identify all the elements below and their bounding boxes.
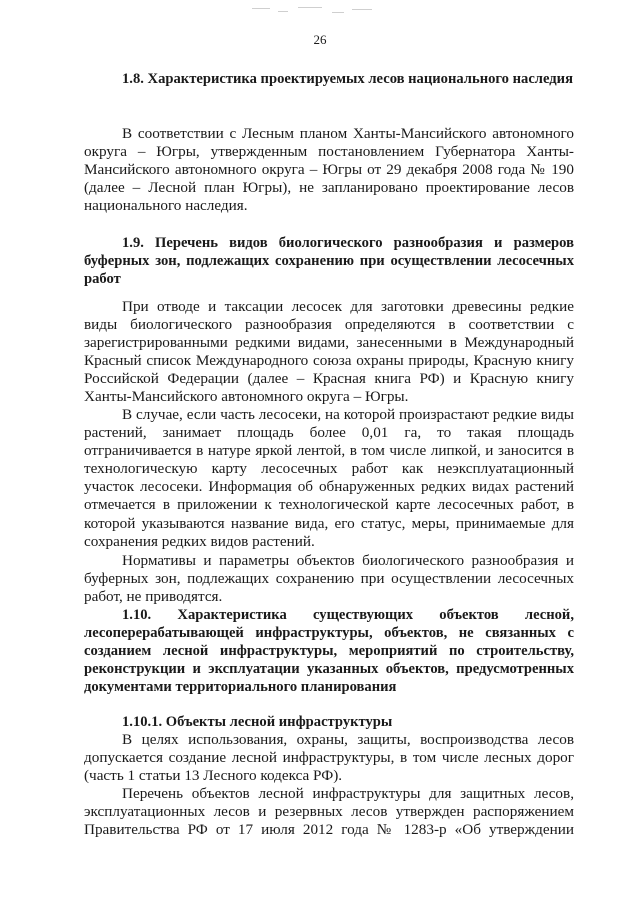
section-1-10-heading: 1.10. Характеристика существующих объектов лесной, лесоперерабатывающей инфраструктуры, объектов, не связанных с созданием лесной инфраструктуры, мероприятий по строительству, реконструкции и эксплуатации указанных объектов, предусмотренных документами территориального планирования <box>84 607 574 696</box>
scan-artifact <box>248 6 398 16</box>
section-1-8-paragraph: В соответствии с Лесным планом Ханты-Мансийского автономного округа – Югры, утвержденным постановлением Губернатора Ханты-Мансийского автономного округа – Югры от 29 декабря 2008 года № 190 (далее – Лесной план Югры), не запланировано проектирование лесов национального наследия. <box>84 125 574 215</box>
section-1-10-1-paragraph-2: Перечень объектов лесной инфраструктуры для защитных лесов, эксплуатационных лесов и резервных лесов утвержден распоряжением Правительства РФ от 17 июля 2012 года № 1283-р «Об утверждении <box>84 785 574 839</box>
section-1-10-1-heading: 1.10.1. Объекты лесной инфраструктуры <box>122 714 393 730</box>
page-number: 26 <box>313 32 327 47</box>
section-1-8-heading: 1.8. Характеристика проектируемых лесов национального наследия <box>122 71 573 87</box>
section-1-9-heading: 1.9. Перечень видов биологического разнообразия и размеров буферных зон, подлежащих сохранению при осуществлении лесосечных работ <box>84 235 574 288</box>
section-1-10-1-paragraph-1: В целях использования, охраны, защиты, воспроизводства лесов допускается создание лесной инфраструктуры, в том числе лесных дорог (часть 1 статьи 13 Лесного кодекса РФ). <box>84 731 574 785</box>
section-1-9-paragraph-1: При отводе и таксации лесосек для заготовки древесины редкие виды биологического разнообразия определяются в соответствии с зарегистрированными редкими видами, занесенными в Международный Красный список Международного союза охраны природы, Красную книгу Российской Федерации (далее – Красная книга РФ) и Красную книгу Ханты-Мансийского автономного округа – Югры. <box>84 298 574 406</box>
section-1-9-paragraph-3: Нормативы и параметры объектов биологического разнообразия и буферных зон, подлежащих сохранению при осуществлении лесосечных работ, не приводятся. <box>84 552 574 606</box>
section-1-9-paragraph-2: В случае, если часть лесосеки, на которой произрастают редкие виды растений, занимает площадь более 0,01 га, то такая площадь отграничивается в натуре яркой лентой, в том числе липкой, и заносится в технологическую карту лесосечных работ как неэксплуатационный участок лесосеки. Информация об обнаруженных редких видах растений отмечается в приложении к технологической карте лесосечных работ, в которой указываются название вида, его статус, меры, принимаемые для сохранения редких видов растений. <box>84 406 574 550</box>
